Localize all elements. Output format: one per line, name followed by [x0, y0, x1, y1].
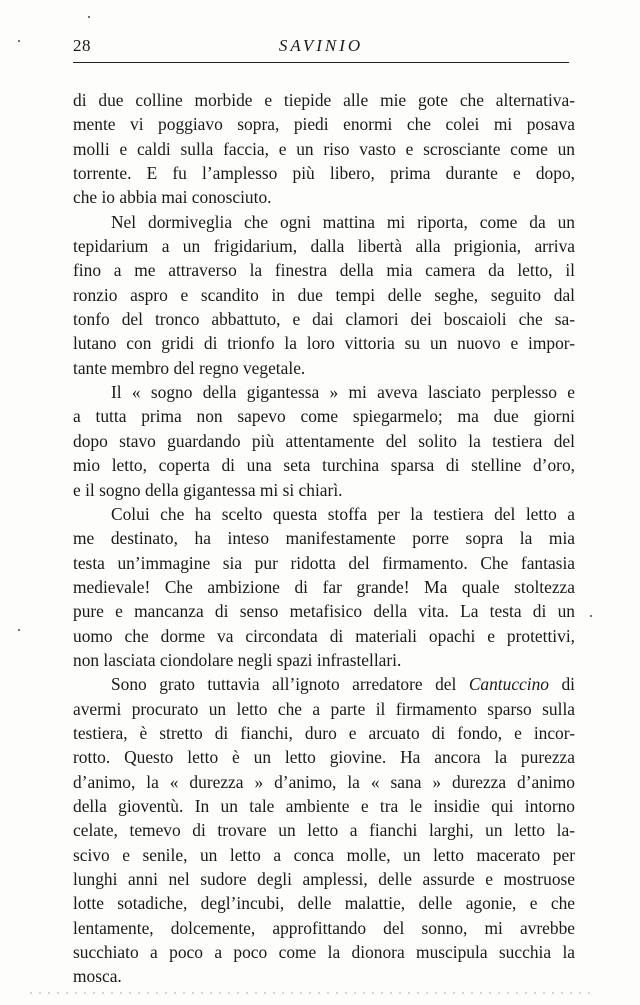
- text-line: della gioventù. In un tale ambiente e tra le insidie qui intorno: [73, 795, 575, 816]
- page-number: 28: [73, 36, 91, 55]
- print-speck: [88, 16, 90, 18]
- text-line: uomo che dorme va circondata di materiali opachi e protettivi,: [73, 625, 575, 646]
- running-title: SAVINIO: [278, 36, 364, 55]
- paragraph: [73, 88, 575, 210]
- text-line: medievale! Che ambizione di far grande! Ma quale stoltezza: [73, 576, 575, 597]
- text-line: me destinato, ha inteso manifestamente porre sopra la mia: [73, 528, 575, 549]
- text-line: rotto. Questo letto è un letto giovine. Ha ancora la purezza: [73, 747, 575, 768]
- body-text: [73, 88, 575, 989]
- text-line: non lasciata ciondolare negli spazi infrastellari.: [73, 649, 402, 670]
- text-line: lentamente, dolcemente, approfittando del sonno, mi avrebbe: [73, 917, 575, 938]
- text-line: Colui che ha scelto questa stoffa per la testiera del letto a: [111, 503, 575, 524]
- text-line: testiera, è stretto di fianchi, duro e arcuato di fondo, e incor-: [73, 722, 575, 743]
- scan-noise: [30, 992, 590, 994]
- text-line: testa un’immagine sia pur ridotta del firmamento. Che fantasia: [73, 552, 575, 573]
- text-line: pure e mancanza di senso metafisico della vita. La testa di un: [73, 601, 575, 622]
- print-speck: [18, 40, 20, 42]
- text-line: dopo stavo guardando più attentamente del solito la testiera del: [73, 430, 575, 451]
- text-line: ronzio aspro e scandito in due tempi delle seghe, seguito dal: [73, 284, 575, 305]
- paragraph: [73, 210, 575, 380]
- text-line: mio letto, coperta di una seta turchina sparsa di stelline d’oro,: [73, 455, 575, 476]
- print-speck: [18, 629, 20, 631]
- print-speck: [590, 615, 592, 617]
- paragraph: [73, 380, 575, 502]
- text-line: che io abbia mai conosciuto.: [73, 187, 272, 208]
- text-line: e il sogno della gigantessa mi si chiarì.: [73, 479, 343, 500]
- text-line: fino a me attraverso la finestra della mia camera da letto, il: [73, 260, 575, 281]
- text-line: succhiato a poco a poco come la dionora muscipula succhia la: [73, 942, 575, 963]
- text-line: mente vi poggiavo sopra, piedi enormi che colei mi posava: [73, 114, 575, 135]
- text-line: celate, temevo di trovare un letto a fianchi larghi, un letto la-: [73, 820, 575, 841]
- text-line: a tutta prima non sapevo come spiegarmelo; ma due giorni: [73, 406, 575, 427]
- text-line: molli e caldi sulla faccia, e un riso vasto e scrosciante come un: [73, 138, 575, 159]
- text-line: di due colline morbide e tiepide alle mie gote che alternativa-: [73, 90, 575, 110]
- text-line: tonfo del tronco abbattuto, e dai clamori dei boscaioli che sa-: [73, 309, 575, 330]
- text-line: mosca.: [73, 966, 122, 987]
- text-line: tante membro del regno vegetale.: [73, 357, 306, 378]
- text-line: lutano con gridi di trionfo la loro vittoria su un nuovo e impor-: [73, 333, 575, 354]
- text-line: Sono grato tuttavia all’ignoto arredatore del Cantuccino di: [111, 674, 575, 695]
- text-line: Nel dormiveglia che ogni mattina mi riporta, come da un: [111, 211, 575, 232]
- text-line: tepidarium a un frigidarium, dalla libertà alla prigionia, arriva: [73, 236, 575, 257]
- text-line: scivo e senile, un letto a conca molle, un letto macerato per: [73, 844, 575, 865]
- paragraph: [73, 502, 575, 672]
- text-line: d’animo, la « durezza » d’animo, la « sana » durezza d’animo: [73, 771, 575, 792]
- text-line: avermi procurato un letto che a parte il firmamento sparso sulla: [73, 698, 575, 719]
- text-line: lotte sotadiche, degl’incubi, delle malattie, delle agonie, e che: [73, 893, 575, 914]
- text-line: lunghi anni nel sudore degli amplessi, delle assurde e mostruose: [73, 869, 575, 889]
- paragraph: [73, 672, 575, 988]
- italic-place-name: Cantuccino: [468, 674, 549, 695]
- page-header: [73, 36, 569, 63]
- text-line: torrente. E fu l’amplesso più libero, prima durante e dopo,: [73, 163, 575, 184]
- text-line: Il « sogno della gigantessa » mi aveva lasciato perplesso e: [111, 382, 575, 403]
